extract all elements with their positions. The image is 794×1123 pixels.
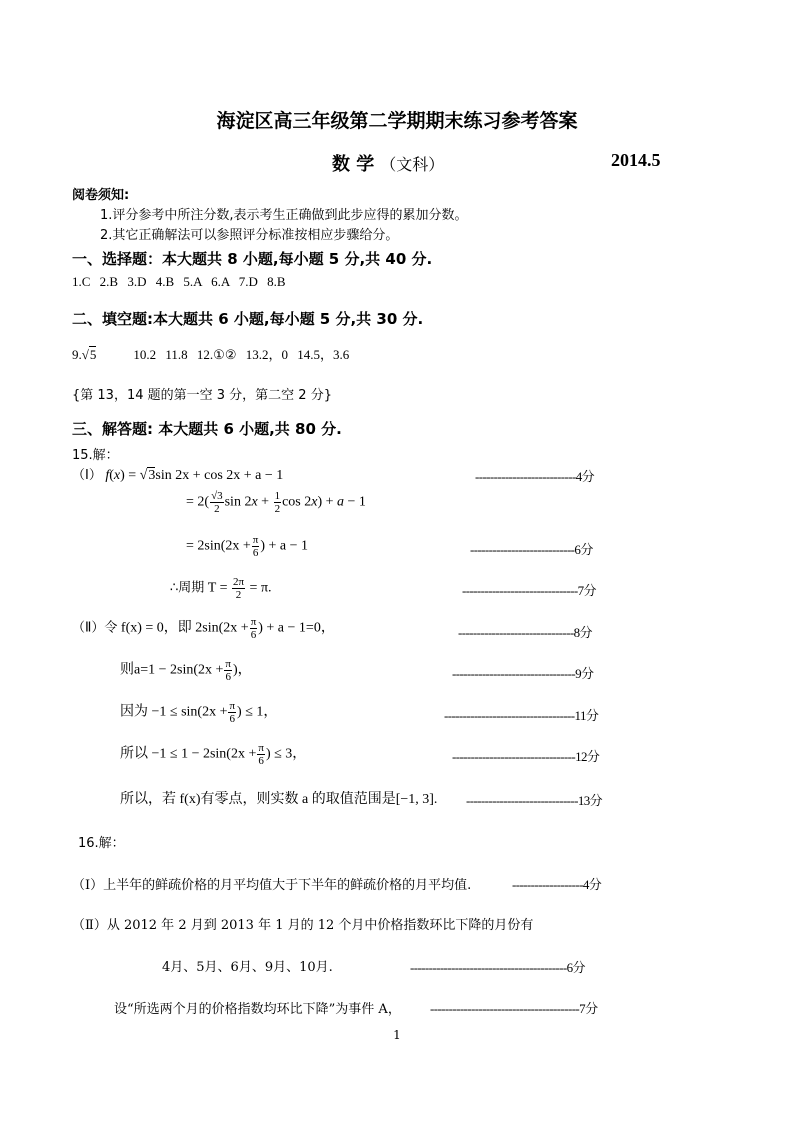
subject-name: 数 学 [332, 154, 375, 175]
q15-score-4: ---------------------------4分 [475, 469, 594, 484]
answer-9-label: 9. [72, 347, 82, 362]
q15-score-6: ----------------------------6分 [470, 542, 593, 557]
q15-label: 15.解： [72, 448, 119, 463]
notice-item-2: 2.其它正确解法可以参照评分标准按相应步骤给分。 [100, 228, 399, 243]
q15-score-8: -------------------------------8分 [458, 625, 592, 640]
section2-heading: 二、填空题:本大题共 6 小题,每小题 5 分,共 30 分. [72, 310, 424, 328]
q15-line1: （Ⅰ） f(x) = √3sin 2x + cos 2x + a − 1 [72, 468, 284, 483]
q16-event: 设“所选两个月的价格指数均环比下降”为事件 A， [114, 1002, 401, 1017]
q15-score-7: -------------------------------7分 [462, 583, 596, 598]
q15-score-9: ---------------------------------9分 [452, 666, 594, 681]
subject-line [332, 150, 444, 176]
q16-score-7: ----------------------------------------7分 [430, 1001, 598, 1016]
section3-heading: 三、解答题: 本大题共 6 小题,共 80 分. [72, 420, 342, 438]
section2-note: {第 13，14 题的第一空 3 分，第二空 2 分} [72, 388, 332, 403]
q16-score-4: -------------------4分 [512, 877, 602, 892]
q15-line2: = 2( $\frac{√3}{2}$ sin 2x + $\frac{1}{2}$ cos 2x) + a − 1 [186, 490, 366, 515]
q15-period: ∴周期 T = $\frac{2\pi}{2}$ = π. [170, 576, 272, 601]
notice-heading: 阅卷须知: [72, 188, 130, 203]
section1-answers: 1.C 2.B 3.D 4.B 5.A 6.A 7.D 8.B [72, 274, 286, 289]
section2-rest: 10.2 11.8 12.①② 13.2，0 14.5，3.6 [133, 347, 350, 362]
q15-so: 所以 −1 ≤ 1 − 2sin(2x + $\frac{\pi}{6}$ ) ≤ 3， [120, 742, 307, 767]
q15-because: 因为 −1 ≤ sin(2x + $\frac{\pi}{6}$ ) ≤ 1， [120, 700, 278, 725]
notice-item-1: 1.评分参考中所注分数,表示考生正确做到此步应得的累加分数。 [100, 208, 468, 223]
q15-then-a: 则a=1 − 2sin(2x + $\frac{\pi}{6}$ )， [120, 658, 252, 683]
q15-part1-label: （Ⅰ） [72, 468, 102, 483]
q16-part2: （Ⅱ）从 2012 年 2 月到 2013 年 1 月的 12 个月中价格指数环比下降的月份有 [72, 918, 534, 933]
q16-part1: （Ⅰ）上半年的鲜疏价格的月平均值大于下半年的鲜疏价格的月平均值. [72, 878, 472, 893]
q15-score-13: ------------------------------13分 [466, 793, 603, 808]
document-date: 2014.5 [611, 150, 661, 170]
q16-score-6: ------------------------------------------6分 [410, 960, 585, 975]
section2-answers: 9.√5 10.2 11.8 12.①② 13.2，0 14.5，3.6 [72, 347, 350, 362]
q15-part2-line: （Ⅱ）令 f(x) = 0，即 2sin(2x + $\frac{\pi}{6}$ ) + a − 1=0， [72, 616, 335, 641]
subject-note: （文科） [380, 155, 445, 174]
q16-months: 4月、5月、6月、9月、10月. [162, 960, 333, 975]
section1-heading: 一、选择题：本大题共 8 小题,每小题 5 分,共 40 分. [72, 250, 433, 268]
document-title: 海淀区高三年级第二学期期末练习参考答案 [216, 110, 578, 132]
q15-score-11: -----------------------------------11分 [444, 708, 599, 723]
q15-line1-tail: sin 2x + cos 2x + a − 1 [155, 468, 284, 483]
q15-line3: = 2sin(2x + $\frac{\pi}{6}$ ) + a − 1 [186, 534, 309, 559]
answer-9-value: 5 [89, 347, 97, 362]
q15-conclusion: 所以，若 f(x)有零点，则实数 a 的取值范围是[−1, 3]. [120, 792, 438, 807]
q15-score-12: ---------------------------------12分 [452, 749, 600, 764]
page-number: 1 [393, 1028, 401, 1042]
q16-label: 16.解： [78, 836, 125, 851]
